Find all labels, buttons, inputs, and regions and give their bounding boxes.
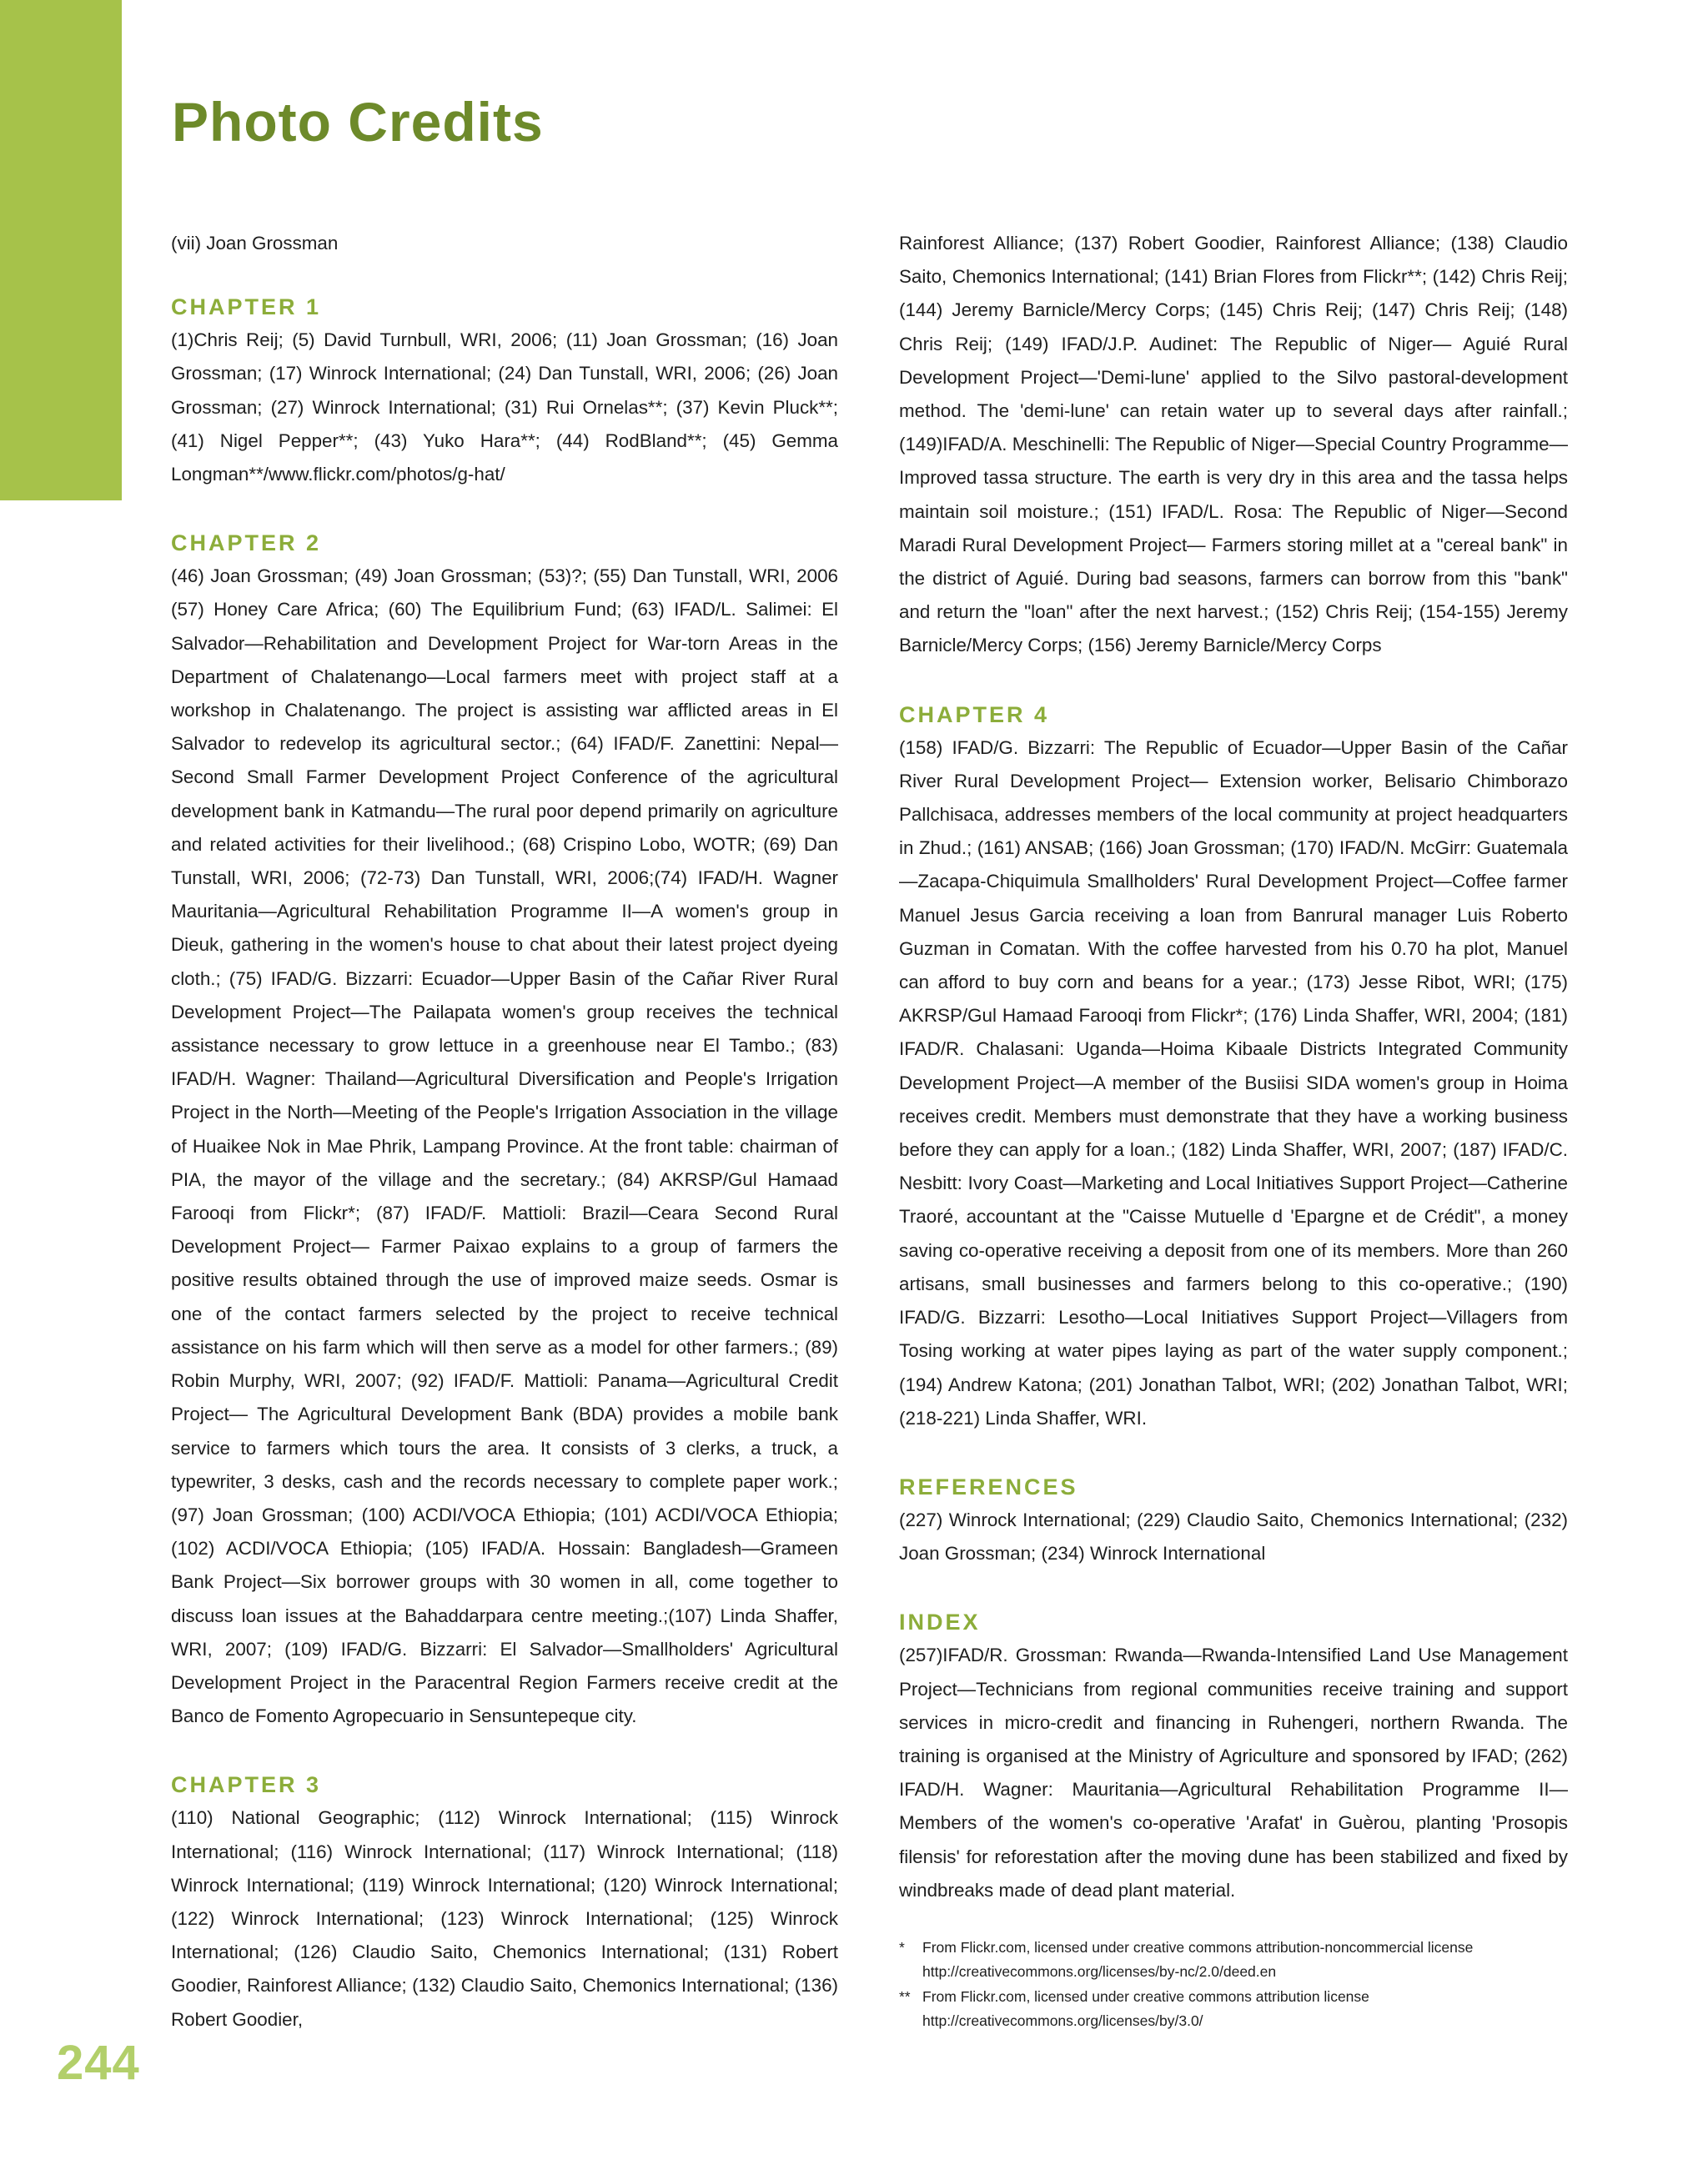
footnote-text: From Flickr.com, licensed under creative commons attribution-noncommercial license bbox=[922, 1938, 1474, 1956]
footnote-text: From Flickr.com, licensed under creative commons attribution license bbox=[922, 1987, 1369, 2005]
chapter-4-heading: CHAPTER 4 bbox=[899, 701, 1050, 727]
side-accent-bar bbox=[0, 0, 122, 500]
index-credits: (257)IFAD/R. Grossman: Rwanda—Rwanda-Intensified Land Use Management Project—Technicians from regional communities receive training and support services in micro-credit and financing in Ruhengeri, northern Rwanda. The training is organised at the Ministry of Agriculture and sponsored by IFAD; (262) IFAD/H. Wagner: Mauritania—Agricultural Rehabilitation Programme II—Members of the women's co-operative 'Arafat' in Guèrou, planting 'Prosopis filensis' for reforestation after the moving dune has been stabilized and fixed by windbreaks made of dead plant material. bbox=[899, 1645, 1568, 1901]
left-column bbox=[171, 227, 838, 2037]
chapter-3-credits-continued: Rainforest Alliance; (137) Robert Goodier, Rainforest Alliance; (138) Claudio Saito, Chemonics International; (141) Brian Flores from Flickr**; (142) Chris Reij; (144) Jeremy Barnicle/Mercy Corps; (145) Chris Reij; (147) Chris Reij; (148) Chris Reij; (149) IFAD/J.P. Audinet: The Republic of Niger— Aguié Rural Development Project—'Demi-lune' applied to the Silvo pastoral-development method. The 'demi-lune' can retain water up to several days after rainfall.; (149)IFAD/A. Meschinelli: The Republic of Niger—Special Country Programme— Improved tassa structure. The earth is very dry in this area and the tassa helps maintain soil moisture.; (151) IFAD/L. Rosa: The Republic of Niger—Second Maradi Rural Development Project— Farmers storing millet at a "cereal bank" in the district of Aguié. During bad seasons, farmers can borrow from this "bank" and return the "loan" after the next harvest.; (152) Chris Reij; (154-155) Jeremy Barnicle/Mercy Corps; (156) Jeremy Barnicle/Mercy Corps bbox=[899, 233, 1568, 656]
chapter-1-credits: (1)Chris Reij; (5) David Turnbull, WRI, 2006; (11) Joan Grossman; (16) Joan Grossman; (17) Winrock International; (24) Dan Tunstall, WRI, 2006; (26) Joan Grossman; (27) Winrock International; (31) Rui Ornelas**; (37) Kevin Pluck**; (41) Nigel Pepper**; (43) Yuko Hara**; (44) RodBland**; (45) Gemma Longman**/www.flickr.com/photos/g-hat/ bbox=[171, 329, 838, 485]
page-number: 244 bbox=[57, 2036, 140, 2090]
footnotes bbox=[899, 1936, 1568, 2034]
footnote-url: http://creativecommons.org/licenses/by-nc/2.0/deed.en bbox=[922, 1963, 1277, 1981]
chapter-4-credits: (158) IFAD/G. Bizzarri: The Republic of Ecuador—Upper Basin of the Cañar River Rural Development Project— Extension worker, Belisario Chimborazo Pallchisaca, addresses members of the local community at project headquarters in Zhud.; (161) ANSAB; (166) Joan Grossman; (170) IFAD/N. McGirr: Guatemala—Zacapa-Chiquimula Smallholders' Rural Development Project—Coffee farmer Manuel Jesus Garcia receiving a loan from Banrural manager Luis Roberto Guzman in Comatan. With the coffee harvested from his 0.70 ha plot, Manuel can afford to buy corn and beans for a year.; (173) Jesse Ribot, WRI; (175) AKRSP/Gul Hamaad Farooqi from Flickr*; (176) Linda Shaffer, WRI, 2004; (181) IFAD/R. Chalasani: Uganda—Hoima Kibaale Districts Integrated Community Development Project—A member of the Busiisi SIDA women's group in Hoima receives credit. Members must demonstrate that they have a working business before they can apply for a loan.; (182) Linda Shaffer, WRI, 2007; (187) IFAD/C. Nesbitt: Ivory Coast—Marketing and Local Initiatives Support Project—Catherine Traoré, accountant at the "Caisse Mutuelle d 'Epargne et de Crédit", a money saving co-operative receiving a deposit from one of its members. More than 260 artisans, small businesses and farmers belong to this co-operative.; (190) IFAD/G. Bizzarri: Lesotho—Local Initiatives Support Project—Villagers from Tosing working at water pipes laying as part of the water supply component.; (194) Andrew Katona; (201) Jonathan Talbot, WRI; (202) Jonathan Talbot, WRI; (218-221) Linda Shaffer, WRI. bbox=[899, 736, 1568, 1429]
right-column bbox=[899, 227, 1568, 2034]
references-credits: (227) Winrock International; (229) Claudio Saito, Chemonics International; (232) Joan Grossman; (234) Winrock International bbox=[899, 1509, 1568, 1565]
chapter-1-heading: CHAPTER 1 bbox=[171, 294, 322, 320]
chapter-3-credits: (110) National Geographic; (112) Winrock International; (115) Winrock International; (116) Winrock International; (117) Winrock International; (118) Winrock International; (119) Winrock International; (120) Winrock International; (122) Winrock International; (123) Winrock International; (125) Winrock International; (126) Claudio Saito, Chemonics International; (131) Robert Goodier, Rainforest Alliance; (132) Claudio Saito, Chemonics International; (136) Robert Goodier, bbox=[171, 1807, 838, 2030]
chapter-2-credits: (46) Joan Grossman; (49) Joan Grossman; (53)?; (55) Dan Tunstall, WRI, 2006 (57) Honey Care Africa; (60) The Equilibrium Fund; (63) IFAD/L. Salimei: El Salvador—Rehabilitation and Development Project for War-torn Areas in the Department of Chalatenango—Local farmers meet with project staff at a workshop in Chalatenango. The project is assisting war afflicted areas in El Salvador to redevelop its agricultural sector.; (64) IFAD/F. Zanettini: Nepal—Second Small Farmer Development Project Conference of the agricultural development bank in Katmandu—The rural poor depend primarily on agriculture and related activities for their livelihood.; (68) Crispino Lobo, WOTR; (69) Dan Tunstall, WRI, 2006; (72-73) Dan Tunstall, WRI, 2006;(74) IFAD/H. Wagner Mauritania—Agricultural Rehabilitation Programme II—A women's group in Dieuk, gathering in the women's house to chat about their latest project dyeing cloth.; (75) IFAD/G. Bizzarri: Ecuador—Upper Basin of the Cañar River Rural Development Project—The Pailapata women's group receives the technical assistance necessary to grow lettuce in a greenhouse near El Tambo.; (83) IFAD/H. Wagner: Thailand—Agricultural Diversification and People's Irrigation Project in the North—Meeting of the People's Irrigation Association in the village of Huaikee Nok in Mae Phrik, Lampang Province. At the front table: chairman of PIA, the mayor of the village and the secretary.; (84) AKRSP/Gul Hamaad Farooqi from Flickr*; (87) IFAD/F. Mattioli: Brazil—Ceara Second Rural Development Project— Farmer Paixao explains to a group of farmers the positive results obtained through the use of improved maize seeds. Osmar is one of the contact farmers selected by the project to receive technical assistance on his farm which will then serve as a model for other farmers.; (89) Robin Murphy, WRI, 2007; (92) IFAD/F. Mattioli: Panama—Agricultural Credit Project— The Agricultural Development Bank (BDA) provides a mobile bank service to farmers which tours the area. It consists of 3 clerks, a truck, a typewriter, 3 desks, cash and the records necessary to complete paper work.; (97) Joan Grossman; (100) ACDI/VOCA Ethiopia; (101) ACDI/VOCA Ethiopia; (102) ACDI/VOCA Ethiopia; (105) IFAD/A. Hossain: Bangladesh—Grameen Bank Project—Six borrower groups with 30 women in all, come together to discuss loan issues at the Bahaddarpara centre meeting.;(107) Linda Shaffer, WRI, 2007; (109) IFAD/G. Bizzarri: El Salvador—Smallholders' Agricultural Development Project in the Paracentral Region Farmers receive credit at the Banco de Fomento Agropecuario in Sensuntepeque city. bbox=[171, 565, 838, 1727]
references-heading: REFERENCES bbox=[899, 1474, 1078, 1499]
footnote-mark: ** bbox=[899, 1987, 911, 2005]
intro-credit: (vii) Joan Grossman bbox=[171, 233, 339, 254]
footnote-url: http://creativecommons.org/licenses/by/3.0/ bbox=[922, 2012, 1203, 2030]
footnote-mark: * bbox=[899, 1938, 905, 1956]
chapter-2-heading: CHAPTER 2 bbox=[171, 530, 322, 556]
chapter-3-heading: CHAPTER 3 bbox=[171, 1772, 322, 1798]
footnote bbox=[899, 1985, 1568, 2034]
footnote bbox=[899, 1936, 1568, 1985]
page-title: Photo Credits bbox=[172, 91, 544, 153]
index-heading: INDEX bbox=[899, 1610, 981, 1635]
